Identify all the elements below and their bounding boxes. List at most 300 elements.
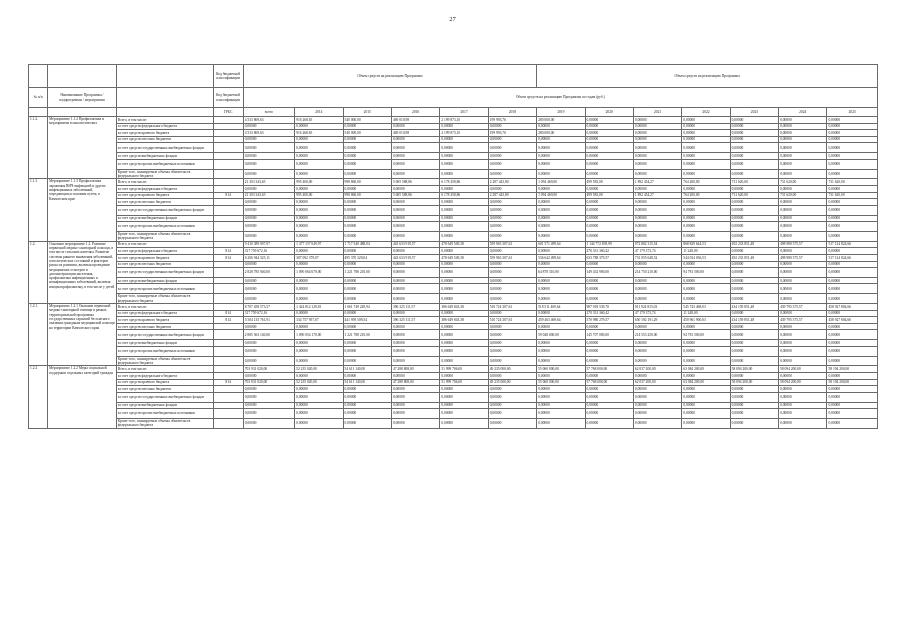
amount-year: 0,00000	[391, 323, 439, 330]
amount-year: 0,00000	[682, 323, 730, 330]
table-row	[29, 366, 878, 373]
amount-year: 0,00000	[682, 185, 730, 192]
table-row	[29, 402, 878, 409]
amount-year: 0,00000	[827, 330, 878, 340]
amount-year: 0,00000	[585, 185, 633, 192]
grbs-code	[213, 185, 243, 192]
amount-year: 0,00000	[827, 310, 878, 317]
amount-year: 0,00000	[827, 136, 878, 143]
amount-year: 0,00000	[295, 310, 343, 317]
amount-year: 0,00000	[730, 215, 778, 222]
amount-total: 0,00000	[243, 185, 294, 192]
amount-year: 0,00000	[779, 402, 827, 409]
amount-year: 0,00000	[391, 419, 439, 429]
amount-year: 0,00000	[827, 294, 878, 304]
table-row	[29, 241, 878, 248]
amount-year: 0,00000	[682, 284, 730, 294]
header-year: 2020	[585, 108, 633, 117]
header-blank-src	[116, 108, 213, 117]
amount-year: 0,00000	[440, 356, 488, 366]
amount-year: 0,00000	[391, 346, 439, 356]
amount-year: 731 620,00	[779, 179, 827, 186]
amount-year: 0,00000	[682, 277, 730, 284]
amount-year: 0,00000	[827, 222, 878, 232]
grbs-code	[213, 294, 243, 304]
amount-year: 0,00000	[827, 409, 878, 419]
amount-year: 0,00000	[343, 215, 391, 222]
amount-year: 731 620,00	[730, 192, 778, 199]
amount-year: 0,00000	[343, 261, 391, 268]
table-row	[29, 419, 878, 429]
amount-total: 703 931 020,00	[243, 379, 294, 386]
amount-year: 0,00000	[295, 143, 343, 153]
amount-year: 0,00000	[343, 123, 391, 130]
funding-source-label: за счет средств государственных внебюджетных фондов	[116, 268, 213, 278]
amount-year: 0,00000	[779, 159, 827, 169]
amount-year: 0,00000	[730, 143, 778, 153]
amount-year: 6 178 458,86	[440, 192, 488, 199]
amount-year: 0,00000	[585, 346, 633, 356]
amount-year: 540 000,00	[343, 117, 391, 124]
funding-source-label: Кроме того, планируемые объемы обязательств федерального бюджета	[116, 419, 213, 429]
amount-year: 0,00000	[488, 153, 536, 160]
amount-year: 458 927 804,66	[827, 317, 878, 324]
grbs-code	[213, 373, 243, 380]
amount-year: 498 980 575,57	[779, 241, 827, 248]
amount-year: 0,00000	[343, 222, 391, 232]
amount-year: 0,00000	[391, 159, 439, 169]
amount-year: 0,00000	[682, 153, 730, 160]
amount-year: 0,00000	[440, 323, 488, 330]
amount-year: 0,00000	[779, 409, 827, 419]
amount-year: 0,00000	[343, 392, 391, 402]
amount-year: 0,00000	[585, 284, 633, 294]
amount-year: 386 649 843,38	[440, 304, 488, 311]
funding-source-label: за счет средств краевого бюджета	[116, 254, 213, 261]
amount-year: 0,00000	[488, 248, 536, 255]
amount-year: 0,00000	[343, 169, 391, 179]
funding-source-label: за счет средств прочих внебюджетных источников	[116, 409, 213, 419]
amount-year: 0,00000	[682, 143, 730, 153]
amount-year: 0,00000	[779, 130, 827, 137]
amount-year: 0,00000	[779, 323, 827, 330]
amount-total: 317 759 672,16	[243, 248, 294, 255]
amount-year: 0,00000	[537, 261, 585, 268]
funding-source-label: за счет средств краевого бюджета	[116, 130, 213, 137]
amount-year: 0,00000	[585, 153, 633, 160]
amount-year: 0,00000	[343, 294, 391, 304]
amount-year: 443 633 919,57	[391, 241, 439, 248]
amount-year: 0,00000	[827, 185, 878, 192]
amount-year: 0,00000	[440, 215, 488, 222]
amount-year: 0,00000	[391, 169, 439, 179]
amount-year: 52 235 020,00	[295, 379, 343, 386]
amount-year: 0,00000	[440, 409, 488, 419]
header-year: 2014	[295, 108, 343, 117]
amount-year: 0,00000	[682, 356, 730, 366]
amount-year: 0,00000	[295, 386, 343, 393]
measure-name: Мероприятие 1.2.2 Меры социальной поддержки отдельных категорий граждан	[48, 366, 117, 428]
amount-year: 0,00000	[633, 123, 681, 130]
amount-year: 0,00000	[730, 310, 778, 317]
grbs-code	[213, 268, 243, 278]
funding-source-label: Всего, в том числе:	[116, 304, 213, 311]
amount-total: 0,00000	[243, 294, 294, 304]
amount-year: 0,00000	[633, 222, 681, 232]
amount-year: 731 620,00	[827, 179, 878, 186]
amount-year: 0,00000	[537, 373, 585, 380]
amount-year: 0,00000	[633, 261, 681, 268]
amount-year: 439 795 375,57	[779, 317, 827, 324]
amount-total: 21 303 343,65	[243, 179, 294, 186]
amount-year: 0,00000	[730, 346, 778, 356]
measure-name: Мероприятие 1.1.3 Профилактика заражения ВИЧ-инфекцией и других инфекционных заболеваний, передающихся половым путем, в Камчатском крае	[48, 179, 117, 241]
amount-year: 0,00000	[391, 268, 439, 278]
amount-year: 0,00000	[537, 277, 585, 284]
amount-year: 55 060 000,00	[537, 379, 585, 386]
amount-year: 0,00000	[343, 402, 391, 409]
amount-total: 0,00000	[243, 123, 294, 130]
amount-year: 0,00000	[730, 123, 778, 130]
grbs-code	[213, 136, 243, 143]
header-year: 2021	[633, 108, 681, 117]
amount-year: 0,00000	[633, 340, 681, 347]
grbs-code	[213, 199, 243, 206]
amount-year: 510 724 307,61	[488, 304, 536, 311]
amount-year: 0,00000	[779, 199, 827, 206]
amount-year: 0,00000	[343, 143, 391, 153]
amount-year: 0,00000	[537, 346, 585, 356]
table-row	[29, 284, 878, 294]
amount-year: 0,00000	[779, 277, 827, 284]
amount-year: 11 248,00	[682, 248, 730, 255]
header-blank-name	[48, 108, 117, 117]
amount-year: 0,00000	[585, 294, 633, 304]
amount-total: 9 410 389 907,97	[243, 241, 294, 248]
amount-year: 0,00000	[295, 340, 343, 347]
amount-year: 0,00000	[343, 373, 391, 380]
amount-year: 0,00000	[827, 261, 878, 268]
amount-year: 0,00000	[295, 215, 343, 222]
amount-year: 0,00000	[730, 402, 778, 409]
amount-year: 0,00000	[730, 199, 778, 206]
table-row	[29, 294, 878, 304]
amount-year: 0,00000	[633, 284, 681, 294]
grbs-code	[213, 284, 243, 294]
amount-year: 58 094 200,00	[730, 366, 778, 373]
amount-year: 0,00000	[682, 205, 730, 215]
amount-year: 0,00000	[440, 386, 488, 393]
amount-year: 0,00000	[633, 143, 681, 153]
amount-year: 57 768 000,00	[585, 366, 633, 373]
table-row	[29, 199, 878, 206]
amount-year: 0,00000	[488, 356, 536, 366]
amount-year: 0,00000	[537, 205, 585, 215]
amount-year: 469 010,98	[391, 117, 439, 124]
grbs-code	[213, 159, 243, 169]
amount-year: 2 199 873,10	[440, 117, 488, 124]
amount-year: 0,00000	[585, 143, 633, 153]
amount-year: 0,00000	[537, 392, 585, 402]
amount-year: 0,00000	[343, 185, 391, 192]
amount-total: 0,00000	[243, 153, 294, 160]
amount-year: 478 649 549,38	[440, 254, 488, 261]
amount-year: 0,00000	[827, 392, 878, 402]
amount-year: 0,00000	[779, 310, 827, 317]
funding-source-label: за счет средств местных бюджетов	[116, 261, 213, 268]
table-row	[29, 304, 878, 311]
amount-year: 1 424 812 129,81	[295, 304, 343, 311]
table-row	[29, 192, 878, 199]
amount-year: 0,00000	[391, 294, 439, 304]
amount-year: 0,00000	[585, 373, 633, 380]
amount-year: 0,00000	[633, 402, 681, 409]
grbs-code: 814	[213, 310, 243, 317]
amount-year: 47 288 808,00	[391, 379, 439, 386]
amount-year: 0,00000	[391, 231, 439, 241]
amount-year: 0,00000	[779, 205, 827, 215]
funding-source-label: Кроме того, планируемые объемы обязательств федерального бюджета	[116, 169, 213, 179]
amount-year: 0,00000	[295, 231, 343, 241]
amount-year: 995 400,00	[295, 192, 343, 199]
amount-year: 0,00000	[537, 310, 585, 317]
amount-year: 0,00000	[440, 346, 488, 356]
amount-year: 0,00000	[343, 199, 391, 206]
amount-year: 0,00000	[827, 284, 878, 294]
amount-year: 0,00000	[343, 419, 391, 429]
amount-year: 559 963 307,61	[488, 241, 536, 248]
funding-source-label: за счет средств федерального бюджета	[116, 185, 213, 192]
amount-year: 0,00000	[730, 330, 778, 340]
grbs-code	[213, 340, 243, 347]
amount-year: 0,00000	[633, 323, 681, 330]
amount-year: 58 094 200,00	[779, 366, 827, 373]
grbs-code	[213, 215, 243, 222]
grbs-code: 814	[213, 379, 243, 386]
amount-year: 0,00000	[779, 153, 827, 160]
amount-year: 0,00000	[391, 205, 439, 215]
amount-year: 0,00000	[391, 153, 439, 160]
header-year: 2016	[391, 108, 439, 117]
amount-year: 0,00000	[391, 261, 439, 268]
amount-year: 0,00000	[682, 117, 730, 124]
amount-year: 0,00000	[827, 143, 878, 153]
amount-year: 0,00000	[827, 356, 878, 366]
amount-year: 0,00000	[391, 284, 439, 294]
amount-year: 0,00000	[440, 340, 488, 347]
amount-year: 0,00000	[295, 159, 343, 169]
amount-year: 0,00000	[585, 419, 633, 429]
funding-source-label: за счет средств федерального бюджета	[116, 123, 213, 130]
amount-year: 0,00000	[779, 340, 827, 347]
amount-year: 0,00000	[585, 386, 633, 393]
amount-year: 0,00000	[730, 386, 778, 393]
amount-year: 0,00000	[633, 185, 681, 192]
amount-year: 0,00000	[682, 340, 730, 347]
funding-source-label: за счет средств государственных внебюджетных фондов	[116, 205, 213, 215]
amount-year: 0,00000	[537, 215, 585, 222]
amount-year: 0,00000	[730, 340, 778, 347]
amount-year: 517 124 824,66	[827, 241, 878, 248]
grbs-code: 814	[213, 192, 243, 199]
amount-year: 0,00000	[827, 346, 878, 356]
amount-year: 58 094 200,00	[779, 379, 827, 386]
amount-year: 0,00000	[633, 294, 681, 304]
amount-year: 64 878 310,00	[537, 268, 585, 278]
funding-source-label: за счет средств прочих внебюджетных источников	[116, 284, 213, 294]
amount-year: 0,00000	[488, 268, 536, 278]
amount-year: 0,00000	[343, 346, 391, 356]
amount-year: 5 685 588,86	[391, 192, 439, 199]
amount-year: 499 583,00	[585, 179, 633, 186]
grbs-code	[213, 143, 243, 153]
measure-name: Мероприятие 1.1.2 Профилактика и мероприятия в онкологических	[48, 117, 117, 179]
amount-year: 0,00000	[343, 340, 391, 347]
amount-year: 492 233 851,48	[730, 241, 778, 248]
budget-table	[28, 64, 878, 429]
amount-year: 0,00000	[682, 169, 730, 179]
amount-year: 1 477 157 049,97	[295, 241, 343, 248]
amount-year: 1 221 788 210,00	[343, 268, 391, 278]
grbs-code	[213, 231, 243, 241]
grbs-code	[213, 330, 243, 340]
amount-year: 0,00000	[633, 117, 681, 124]
amount-year: 0,00000	[730, 419, 778, 429]
amount-year: 1 892 454,27	[633, 179, 681, 186]
amount-year: 1 094 469,00	[537, 192, 585, 199]
amount-year: 0,00000	[488, 205, 536, 215]
amount-year: 731 055 648,52	[633, 254, 681, 261]
table-row	[29, 373, 878, 380]
amount-year: 434 159 851,48	[730, 317, 778, 324]
funding-source-label: за счет средств государственных внебюджетных фондов	[116, 330, 213, 340]
amount-total: 0,00000	[243, 402, 294, 409]
table-row	[29, 346, 878, 356]
amount-year: 0,00000	[633, 409, 681, 419]
amount-year: 0,00000	[827, 231, 878, 241]
amount-year: 911 924 815,03	[633, 304, 681, 311]
amount-year: 0,00000	[779, 248, 827, 255]
amount-year: 0,00000	[488, 386, 536, 393]
amount-year: 47 288 808,00	[391, 366, 439, 373]
amount-year: 52 235 020,00	[295, 366, 343, 373]
amount-year: 559 963 307,61	[488, 254, 536, 261]
amount-year: 0,00000	[440, 277, 488, 284]
amount-year: 469 010,98	[391, 130, 439, 137]
amount-year: 439 795 375,57	[779, 304, 827, 311]
amount-year: 387 092 379,07	[295, 254, 343, 261]
table-row	[29, 277, 878, 284]
amount-year: 998 860,00	[343, 192, 391, 199]
amount-year: 0,00000	[730, 373, 778, 380]
amount-total: 0,00000	[243, 231, 294, 241]
amount-year: 0,00000	[537, 143, 585, 153]
amount-year: 0,00000	[827, 159, 878, 169]
amount-total: 0,00000	[243, 419, 294, 429]
amount-total: 0,00000	[243, 356, 294, 366]
amount-year: 0,00000	[730, 323, 778, 330]
amount-year: 0,00000	[633, 392, 681, 402]
amount-year: 0,00000	[537, 419, 585, 429]
amount-year: 0,00000	[779, 117, 827, 124]
amount-year: 0,00000	[391, 373, 439, 380]
table-row	[29, 205, 878, 215]
amount-year: 0,00000	[440, 136, 488, 143]
amount-year: 49 235 000,00	[488, 379, 536, 386]
amount-year: 0,00000	[488, 373, 536, 380]
grbs-code	[213, 205, 243, 215]
amount-year: 764 200,00	[682, 179, 730, 186]
amount-year: 0,00000	[585, 277, 633, 284]
amount-year: 0,00000	[440, 205, 488, 215]
measure-name: Мероприятие 1.2.1 Оказание первичной медико-санитарной помощи в рамках территориальной программы государственных гарантий бесплатного оказания гражданам медицинской помощи на территории Камчатского края	[48, 304, 117, 366]
amount-year: 0,00000	[682, 159, 730, 169]
amount-year: 63 084 200,00	[682, 366, 730, 373]
amount-year: 0,00000	[682, 231, 730, 241]
table-row	[29, 254, 878, 261]
amount-year: 0,00000	[391, 356, 439, 366]
amount-year: 0,00000	[488, 143, 536, 153]
amount-year: 1 661 749 249,94	[343, 304, 391, 311]
table-row	[29, 386, 878, 393]
amount-total: 0,00000	[243, 159, 294, 169]
header-source-blank-2	[116, 88, 213, 108]
amount-year: 0,00000	[295, 346, 343, 356]
amount-year: 0,00000	[827, 340, 878, 347]
amount-year: 0,00000	[585, 136, 633, 143]
amount-year: 0,00000	[585, 169, 633, 179]
table-row	[29, 123, 878, 130]
amount-year: 0,00000	[779, 261, 827, 268]
amount-year: 0,00000	[537, 356, 585, 366]
amount-year: 0,00000	[827, 153, 878, 160]
funding-source-label: за счет средств прочих внебюджетных источников	[116, 346, 213, 356]
amount-year: 0,00000	[585, 123, 633, 130]
amount-year: 0,00000	[343, 323, 391, 330]
amount-year: 0,00000	[295, 284, 343, 294]
funding-source-label: за счет средств прочих внебюджетных источников	[116, 222, 213, 232]
table-row	[29, 231, 878, 241]
funding-source-label: за счет средств федерального бюджета	[116, 248, 213, 255]
amount-year: 499 583,00	[585, 192, 633, 199]
amount-year: 0,00000	[488, 169, 536, 179]
amount-year: 6 178 458,86	[440, 179, 488, 186]
amount-year: 0,00000	[730, 117, 778, 124]
amount-year: 443 633 919,57	[391, 254, 439, 261]
amount-year: 0,00000	[779, 136, 827, 143]
amount-year: 0,00000	[827, 199, 878, 206]
amount-year: 0,00000	[343, 356, 391, 366]
amount-total: 0,00000	[243, 340, 294, 347]
amount-year: 94 781 500,00	[682, 268, 730, 278]
grbs-code	[213, 304, 243, 311]
amount-year: 0,00000	[682, 261, 730, 268]
funding-source-label: за счет средств внебюджетных фондов	[116, 277, 213, 284]
header-no-blank	[29, 65, 48, 88]
amount-year: 2 287 443,80	[488, 179, 536, 186]
amount-year: 0,00000	[295, 205, 343, 215]
amount-year: 1 090 064 670,00	[295, 268, 343, 278]
amount-year: 0,00000	[343, 310, 391, 317]
table-body	[29, 117, 878, 429]
amount-year: 199 993,76	[488, 130, 536, 137]
amount-year: 0,00000	[779, 284, 827, 294]
header-volume-by-year: Объем средств на реализацию Программы по годам (руб.)	[243, 88, 877, 108]
amount-year: 270 331 360,42	[585, 310, 633, 317]
table-row	[29, 310, 878, 317]
amount-year: 0,00000	[488, 330, 536, 340]
amount-year: 0,00000	[730, 136, 778, 143]
